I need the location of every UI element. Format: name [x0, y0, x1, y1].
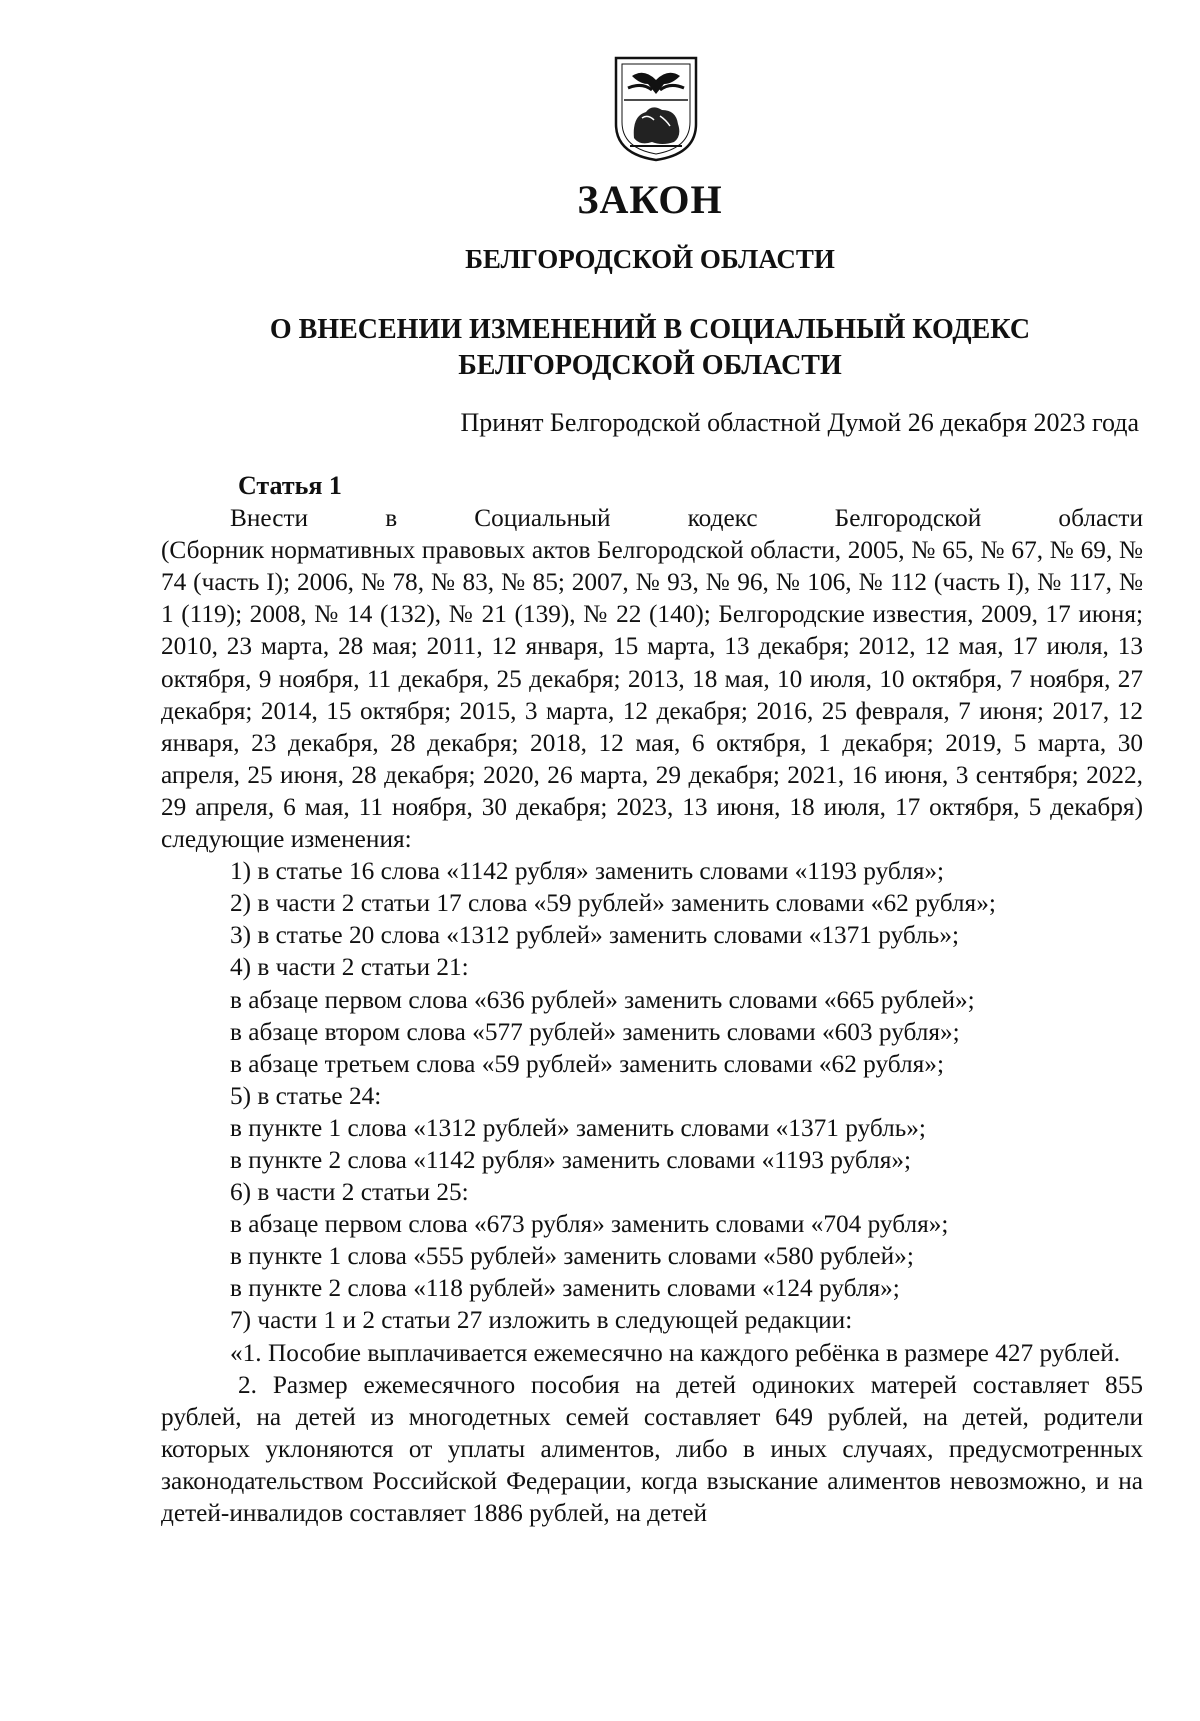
list-item: в пункте 2 слова «118 рублей» заменить словами «124 рубля»;: [230, 1274, 900, 1303]
article-intro: (Сборник нормативных правовых актов Белгородской области, 2005, № 65, № 67, № 69, № 74 (часть I); 2006, № 78, № 83, № 85; 2007, № 93, № 96, № 106, № 112 (часть I), № 117, № 1 (119); 2008, № 14 (132), № 21 (139), № 22 (140); Белгородские известия, 2009, 17 июня; 2010, 23 марта, 28 мая; 2011, 12 января, 15 марта, 13 декабря; 2012, 12 мая, 17 июля, 13 октября, 9 ноября, 11 декабря, 25 декабря; 2013, 18 мая, 10 июля, 10 октября, 7 ноября, 27 декабря; 2014, 15 октября; 2015, 3 марта, 12 декабря; 2016, 25 февраля, 7 июня; 2017, 12 января, 23 декабря, 28 декабря; 2018, 12 мая, 6 октября, 1 декабря; 2019, 5 марта, 30 апреля, 25 июня, 28 декабря; 2020, 26 марта, 29 декабря; 2021, 16 июня, 3 сентября; 2022, 29 апреля, 6 мая, 11 ноября, 30 декабря; 2023, 13 июня, 18 июля, 17 октября, 5 декабря) следующие изменения:: [161, 536, 1143, 854]
document-body: [161, 470, 1143, 1529]
quoted-paragraph-1: «1. Пособие выплачивается ежемесячно на каждого ребёнка в размере 427 рублей.: [230, 1338, 1121, 1367]
coat-of-arms-icon: [612, 54, 700, 164]
adoption-note: Принят Белгородской областной Думой 26 декабря 2023 года: [460, 408, 1139, 437]
list-item: в пункте 1 слова «555 рублей» заменить словами «580 рублей»;: [230, 1242, 914, 1271]
document-region: БЕЛГОРОДСКОЙ ОБЛАСТИ: [465, 244, 835, 274]
list-item: 1) в статье 16 слова «1142 рубля» заменить словами «1193 рубля»;: [230, 857, 945, 886]
list-item: в абзаце втором слова «577 рублей» заменить словами «603 рубля»;: [230, 1017, 960, 1046]
quoted-paragraph-2: 2. Размер ежемесячного пособия на детей одиноких матерей составляет 855 рублей, на детей из многодетных семей составляет 649 рублей, на детей, родители которых уклоняются от уплаты алиментов, либо в иных случаях, предусмотренных законодательством Российской Федерации, когда взыскание алиментов невозможно, и на детей-инвалидов составляет 1886 рублей, на детей: [161, 1370, 1143, 1527]
subject-line-2: БЕЛГОРОДСКОЙ ОБЛАСТИ: [458, 350, 842, 381]
list-item: 7) части 1 и 2 статьи 27 изложить в следующей редакции:: [230, 1306, 853, 1335]
list-item: в пункте 2 слова «1142 рубля» заменить словами «1193 рубля»;: [230, 1145, 912, 1174]
subject-line-1: О ВНЕСЕНИИ ИЗМЕНЕНИЙ В СОЦИАЛЬНЫЙ КОДЕКС: [269, 314, 1031, 345]
list-item: в абзаце третьем слова «59 рублей» заменить словами «62 рубля»;: [230, 1049, 944, 1078]
list-item: в абзаце первом слова «636 рублей» заменить словами «665 рублей»;: [230, 985, 975, 1014]
article-heading: Статья 1: [238, 471, 342, 500]
list-item: 4) в части 2 статьи 21:: [230, 953, 469, 982]
document-subject: [0, 312, 1200, 384]
article-intro-first-line: Внести в Социальный кодекс Белгородской области: [230, 504, 1143, 533]
list-item: 2) в части 2 статьи 17 слова «59 рублей» заменить словами «62 рубля»;: [230, 889, 996, 918]
list-item: 6) в части 2 статьи 25:: [230, 1178, 469, 1207]
list-item: 5) в статье 24:: [230, 1081, 382, 1110]
list-item: в абзаце первом слова «673 рубля» заменить словами «704 рубля»;: [230, 1210, 949, 1239]
document-title: ЗАКОН: [577, 177, 723, 222]
list-item: 3) в статье 20 слова «1312 рублей» заменить словами «1371 рубль»;: [230, 921, 959, 950]
list-item: в пункте 1 слова «1312 рублей» заменить словами «1371 рубль»;: [230, 1113, 926, 1142]
